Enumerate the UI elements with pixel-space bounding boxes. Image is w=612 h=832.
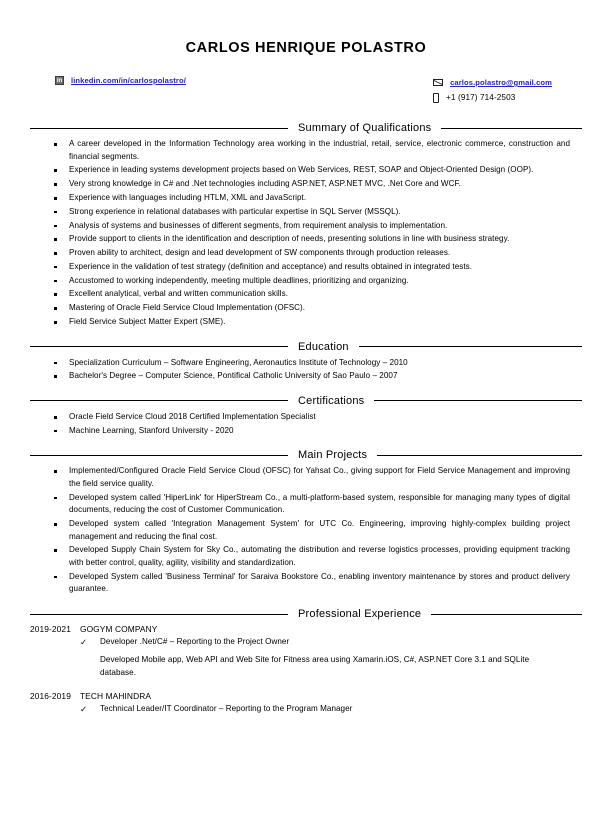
section-header-education bbox=[28, 341, 584, 353]
header-rule-right bbox=[431, 614, 582, 615]
email-row bbox=[433, 76, 552, 89]
list-item: Experience in leading systems development projects based on Web Services, REST, SOAP and Object-Oriented Design (OOP). bbox=[28, 164, 570, 177]
list-item: Experience in the validation of test strategy (definition and acceptance) and results obtained in integrated tests. bbox=[28, 261, 570, 274]
section-header-summary bbox=[28, 122, 584, 134]
header-rule-right bbox=[377, 455, 582, 456]
list-item: Developed system called 'HiperLink' for HiperStream Co., a multi-platform-based system, responsible for managing many types of digital documents, reducing the cost of Customer Communication. bbox=[28, 492, 570, 517]
list-item bbox=[28, 703, 584, 715]
projects-list bbox=[28, 465, 584, 596]
header-rule-right bbox=[441, 128, 582, 129]
summary-list bbox=[28, 138, 584, 329]
list-item: Mastering of Oracle Field Service Cloud Implementation (OFSC). bbox=[28, 302, 570, 315]
experience-company: TECH MAHINDRA bbox=[79, 691, 152, 702]
experience-role: Technical Leader/IT Coordinator – Reporting to the Program Manager bbox=[100, 704, 353, 714]
section-title-certifications: Certifications bbox=[298, 394, 365, 407]
experience-heading bbox=[28, 624, 584, 634]
section-header-experience bbox=[28, 608, 584, 620]
linkedin-icon: in bbox=[56, 78, 63, 84]
certifications-list bbox=[28, 411, 584, 437]
section-title-experience: Professional Experience bbox=[298, 608, 422, 620]
experience-entry bbox=[28, 624, 584, 679]
list-item: Machine Learning, Stanford University - 2020 bbox=[28, 425, 570, 438]
list-item: Implemented/Configured Oracle Field Service Cloud (OFSC) for Yahsat Co., giving support for Field Service Management and improving the field service quality. bbox=[28, 465, 570, 490]
list-item: Experience with languages including HTLM, XML and JavaScript. bbox=[28, 192, 570, 205]
email-link[interactable]: carlos.polastro@gmail.com bbox=[450, 78, 552, 87]
list-item: Provide support to clients in the identification and description of needs, presenting solutions in line with business strategy. bbox=[28, 233, 570, 246]
header-rule-right bbox=[359, 346, 582, 347]
education-list bbox=[28, 357, 584, 383]
list-item bbox=[28, 636, 584, 648]
list-item: Oracle Field Service Cloud 2018 Certified Implementation Specialist bbox=[28, 411, 570, 424]
header-rule-left bbox=[30, 455, 288, 456]
contact-bar bbox=[28, 76, 584, 110]
experience-role-list bbox=[28, 636, 584, 648]
list-item: Analysis of systems and businesses of different segments, from requirement analysis to implementation. bbox=[28, 220, 570, 233]
header-rule-left bbox=[30, 400, 288, 401]
check-icon: ✓ bbox=[80, 703, 88, 714]
check-icon: ✓ bbox=[80, 636, 88, 647]
list-item: Developed System called 'Business Terminal' for Saraiva Bookstore Co., enabling inventory maintenance by stores and product delivery guarantee. bbox=[28, 571, 570, 596]
contact-left-group bbox=[55, 76, 186, 85]
experience-entry bbox=[28, 691, 584, 715]
phone-icon bbox=[433, 93, 439, 103]
list-item: Specialization Curriculum – Software Engineering, Aeronautics Institute of Technology – 2010 bbox=[28, 357, 570, 370]
header-rule-left bbox=[30, 346, 288, 347]
list-item: Developed Supply Chain System for Sky Co., automating the distribution and reverse logistics processes, providing equipment tracking with better control, quality, agility, visibility and standardization. bbox=[28, 544, 570, 569]
experience-heading bbox=[28, 691, 584, 701]
list-item: Bachelor's Degree – Computer Science, Pontifical Catholic University of Sao Paulo – 2007 bbox=[28, 370, 570, 383]
experience-detail: Developed Mobile app, Web API and Web Site for Fitness area using Xamarin.iOS, C#, ASP.NET Core 3.1 and SQLite database. bbox=[100, 655, 530, 677]
header-rule-left bbox=[30, 128, 288, 129]
section-title-education: Education bbox=[298, 340, 349, 353]
candidate-name: CARLOS HENRIQUE POLASTRO bbox=[185, 40, 427, 56]
header-rule-right bbox=[374, 400, 582, 401]
list-item: Excellent analytical, verbal and written communication skills. bbox=[28, 288, 570, 301]
experience-years: 2016-2019 bbox=[30, 691, 71, 702]
list-item: Developed system called 'Integration Management System' for UTC Co. Engineering, improving highly-complex building project management and reducing the final cost. bbox=[28, 518, 570, 543]
phone-row bbox=[433, 91, 552, 104]
experience-company: GOGYM COMPANY bbox=[79, 624, 158, 634]
list-item: Very strong knowledge in C# and .Net technologies including ASP.NET, ASP.NET MVC, .Net Core and WCF. bbox=[28, 178, 570, 191]
experience-years: 2019-2021 bbox=[30, 624, 71, 634]
section-title-summary: Summary of Qualifications bbox=[298, 122, 432, 134]
list-item: Accustomed to working independently, meeting multiple deadlines, prioritizing and organizing. bbox=[28, 275, 570, 288]
linkedin-link[interactable]: linkedin.com/in/carlospolastro/ bbox=[71, 76, 186, 85]
resume-page bbox=[0, 40, 612, 832]
list-item: A career developed in the Information Technology area working in the industrial, retail, service, electronic commerce, construction and financial segments. bbox=[28, 138, 570, 163]
envelope-icon bbox=[433, 79, 443, 86]
section-header-projects bbox=[28, 449, 584, 461]
phone-number: +1 (917) 714-2503 bbox=[446, 93, 516, 102]
list-item: Field Service Subject Matter Expert (SME). bbox=[28, 316, 570, 329]
header-rule-left bbox=[30, 614, 288, 615]
experience-role: Developer .Net/C# – Reporting to the Project Owner bbox=[100, 637, 290, 646]
contact-right-group bbox=[433, 76, 552, 104]
list-item: Proven ability to architect, design and lead development of SW components through production releases. bbox=[28, 247, 570, 260]
section-header-certifications bbox=[28, 395, 584, 407]
experience-role-list bbox=[28, 703, 584, 715]
list-item: Strong experience in relational databases with particular expertise in SQL Server (MSSQL). bbox=[28, 206, 570, 219]
section-title-projects: Main Projects bbox=[298, 449, 368, 462]
